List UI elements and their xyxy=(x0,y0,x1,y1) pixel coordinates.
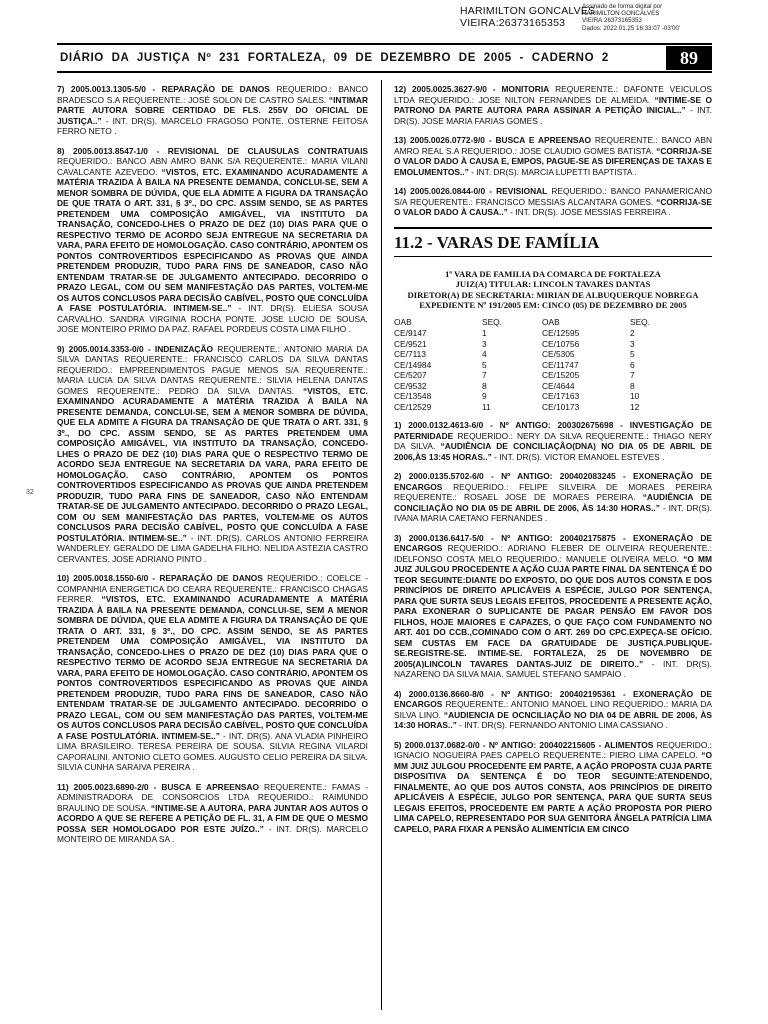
table-row: CE/14984 5 CE/11747 6 xyxy=(394,359,635,370)
journal-title: DIÁRIO DA JUSTIÇA Nº 231 FORTALEZA, 09 DE DEZEMBRO DE 2005 - CADERNO 2 xyxy=(60,52,609,64)
journal-header xyxy=(57,43,712,73)
case-entry: 13) 2005.0026.0772-9/0 - BUSCA E APREENSAO REQUERENTE.: BANCO ABN AMRO REAL S.A REQUERIDO.: JOSE CLAUDIO GOMES BATISTA. “CORRIJA-SE O VALOR DADO À CAUSA E, EMPOS, PAGUE-SE AS DIFERENÇAS DE TAXAS E EMOLUMENTOS..” - INT. DR(S). MARCIA LUPETTI BAPTISTA . xyxy=(394,135,712,177)
table-row: CE/9147 1 CE/12595 2 xyxy=(394,328,635,338)
column-divider xyxy=(381,80,382,1010)
table-row: CE/5207 7 CE/15205 7 xyxy=(394,370,635,380)
case-entry: 10) 2005.0018.1550-6/0 - REPARAÇÃO DE DANOS REQUERIDO.: COELCE - COMPANHIA ENERGETICA DO CEARA REQUERENTE.: FRANCISCO CHAGAS FERRER. “VISTOS, ETC. EXAMINANDO ACURADAMENTE A MATÉRIA TRAZIDA À BAILA NA PRESENTE DEMANDA, CONCLUI-SE, SEM A MENOR SOMBRA DE DÚVIDA, QUE ELA ADMITE A FIGURA DA TRANSAÇÃO DE QUE TRATA O ART. 331, § 3º., DO CPC. ASSIM SENDO, SE AS PARTES PRETENDEM UMA COMPOSIÇÃO AMIGÁVEL, VIA INSTITUTO DA TRANSAÇÃO, CONCEDO-LHES O PRAZO DE DEZ (10) DIAS PARA QUE O RESPECTIVO TERMO DE ACORDO SEJA ENTREGUE NA SECRETARIA DA VARA, PARA EFEITO DE HOMOLOGAÇÃO. CASO CONTRÁRIO, APONTEM OS PONTOS CONTROVERTIDOS ESPECIFICANDO AS PROVAS QUE AINDA PRETENDEM PRODUZIR, TUDO PARA FINS DE SANEADOR, CASO NÃO ENTENDAM TRATAR-SE DE JULGAMENTO ANTECIPADO. DECORRIDO O PRAZO LEGAL, COM OU SEM MANIFESTAÇÃO DAS PARTES, VOLTEM-ME OS AUTOS CONCLUSOS PARA DECISÃO CABÍVEL, POSTO QUE CONCLUÍDA A FASE POSTULATÓRIA. INTIMEM-SE..” - INT. DR(S). ANA VLADIA PINHEIRO LIMA BRASILEIRO. TERESA PEREIRA DE SOUSA. SILVIA REGINA VILARDI CAPORALINI. ANTONIO CLETO GOMES. AUGUSTO CELIO PEREIRA DA SILVA. SILVIA CUNHA SARAIVA PEREIRA . xyxy=(57,573,369,772)
case-entry: 11) 2005.0023.6890-2/0 - BUSCA E APREENSAO REQUERENTE.: FAMAS - ADMINISTRADORA DE CONSORCIOS LTDA REQUERIDO.: RAIMUNDO BRAULINO DE SOUSA. “INTIME-SE A AUTORA, PARA JUNTAR AOS AUTOS O ACORDO A QUE SE REFERE A PETIÇÃO DE FL. 31, A FIM DE QUE O MESMO POSSA SER HOMOLOGADO POR ESTE JUÍZO..” - INT. DR(S). MARCELO MONTEIRO DE MIRANDA SA . xyxy=(57,781,368,844)
case-entry: 7) 2005.0013.1305-5/0 - REPARAÇÃO DE DANOS REQUERIDO.: BANCO BRADESCO S.A REQUERENTE.: JOSÉ SOLON DE CASTRO SALES. “INTIMAR PARTE AUTORA SOBRE CERTIDAO DE FLS. 255V DO OFICIAL DE JUSTIÇA..” - INT. DR(S). MARCELO FRAGOSO PONTE. OSTERNE FEITOSA FERRO NETO . xyxy=(57,84,368,136)
case-entry: 3) 2000.0136.6417-5/0 - Nº ANTIGO: 200402175875 - EXONERAÇÃO DE ENCARGOS REQUERIDO.: ADRIANO FLEBER DE OLIVEIRA REQUERENTE.: IDELFONSO COSTA MELO REQUERIDO.: MANUELE OLIVEIRA MELO. “O MM JUIZ JULGOU PROCEDENTE A AÇÃO CUJA PARTE FINAL DA SENTENÇA É DO TEOR SEGUINTE:DIANTE DO EXPOSTO, DO QUE DOS AUTOS CONSTA E DOS PRINCÍPIOS DE DIREITO APLICÁVEIS A ESPÉCIE, JULGO POR SENTENÇA, PARA QUE SURTA SEUS LEGAIS EFEITOS, PROCEDENTE A PRESENTE AÇÃO, PARA EXONERAR O SUPLICANTE DE PAGAR PENSÃO EM FAVOR DOS FILHOS, HOJE MAIORES E CAPAZES, O QUE FAÇO COM FUNDAMENTO NO ART. 401 DO CCB.,COMINADO COM O ART. 269 DO CPC.EXPEÇA-SE OFÍCIO. SEM CUSTAS EM FACE DA GRATUIDADE DE JUSTIÇA.PUBLIQUE-SE.REGISTRE-SE. INTIME-SE. FORTALEZA, 25 DE NOVEMBRO DE 2005(A)LINCOLN TAVARES DANTAS-JUIZ DE DIREITO..” - INT. DR(S). NAZARENO DA SILVA MAIA. SAMUEL STEFANO SAMPAIO . xyxy=(394,532,712,679)
table-row: CE/9532 8 CE/4644 8 xyxy=(394,380,635,391)
right-column xyxy=(394,84,712,843)
table-header-row: OAB SEQ. OAB SEQ. xyxy=(394,316,651,327)
case-entry: 14) 2005.0026.0844-0/0 - REVISIONAL REQUERIDO.: BANCO PANAMERICANO S/A REQUERENTE.: FRANCISCO MESSIAS ALCANTARA GOMES. “CORRIJA-SE O VALOR DADO À CAUSA..” - INT. DR(S). JOSE MESSIAS FERREIRA . xyxy=(394,186,712,217)
section-title: 11.2 - VARAS DE FAMÍLIA xyxy=(394,227,712,257)
table-row: CE/7113 4 CE/5305 5 xyxy=(394,349,635,359)
page-number: 89 xyxy=(666,46,712,70)
case-entry: 12) 2005.0025.3627-9/0 - MONITORIA REQUERENTE.: DAFONTE VEICULOS LTDA REQUERIDO.: JOSE NILTON FERNANDES DE ALMEIDA. “INTIME-SE O PATRONO DA PARTE AUTORA PARA ASSINAR A PETIÇÃO INICIAL..” - INT. DR(S). JOSE MARIA FARIAS GOMES . xyxy=(394,84,713,126)
signer-name: HARIMILTON GONCALVES xyxy=(460,5,596,17)
signer-id: VIEIRA:26373165353 xyxy=(460,17,566,29)
table-row: CE/13548 9 CE/17163 10 xyxy=(394,391,640,401)
table-row: CE/12529 11 CE/10173 12 xyxy=(394,401,640,412)
case-entry: 4) 2000.0136.8660-8/0 - Nº ANTIGO: 200402195361 - EXONERAÇÃO DE ENCARGOS REQUERENTE.: ANTONIO MANOEL LINO REQUERIDO.: MARIA DA SILVA LINO. “AUDIENCIA DE OCNCILIAÇÃO NO DIA 04 DE ABRIL DE 2006, ÀS 14:30 HORAS..” - INT. DR(S). FERNANDO ANTONIO LIMA CASSIANO . xyxy=(394,688,712,730)
case-entry: 5) 2000.0137.0682-0/0 - Nº ANTIGO: 200402215605 - ALIMENTOS REQUERIDO.: IGNACIO NOGUEIRA PAES CAPELO REQUERENTE.: PIERO LIMA CAPELO. “O MM JUIZ JULGOU PROCEDENTE EM PARTE, A AÇÃO PROPOSTA CUJA PARTE DISPOSITIVA DA SENTENÇA É DO TEOR SEGUINTE:ATENDENDO, FINALMENTE, AO QUE DOS AUTOS CONSTA, AOS PRINCÍPIOS DE DIREITO APLICÁVEIS À ESPÉCIE, JULGO POR SENTENÇA, PARA QUE SURTA SEUS LEGAIS EFEITOS, PROCEDENTE EM PARTE A AÇÃO PROPOSTA POR PIERO LIMA CAPELO, REPRESENTADO POR SUA GENITORA ÂNGELA PATRÍCIA LIMA CAPELO, PARA FIXAR A PENSÃO ALIMENTÍCIA EM CINCO xyxy=(394,739,712,834)
oab-table xyxy=(394,317,684,413)
court-heading: 1ª VARA DE FAMILIA DA COMARCA DE FORTALEZA JUIZ(A) TITULAR: LINCOLN TAVARES DANTAS DIRETOR(A) DE SECRETARIA: MIRIAN DE ALBUQUERQUE NOBREGA EXPEDIENTE Nº 191/2005 EM: CINCO (05) DE DEZEMBRO DE 2005 xyxy=(407,268,699,310)
table-row: CE/9521 3 CE/10756 3 xyxy=(394,338,635,349)
case-entry: 9) 2005.0014.3353-0/0 - INDENIZAÇÃO REQUERENTE.: ANTONIO MARIA DA SILVA DANTAS REQUERENTE.: FRANCISCO CARLOS DA SILVA DANTAS REQUERIDO.: EMPREENDIMENTOS PAGUE MENOS S/A REQUERENTE.: MARIA LUCIA DA SILVA DANTAS REQUERENTE.: SILVIA HELENA DANTAS GOMES REQUERENTE.: PEDRO DA SILVA DANTAS. “VISTOS, ETC. EXAMINANDO ACURADAMENTE A MATÉRIA TRAZIDA À BAILA NA PRESENTE DEMANDA, CONCLUI-SE, SEM A MENOR SOMBRA DE DÚVIDA, QUE ELA ADMITE A FIGURA DA TRANSAÇÃO DE QUE TRATA O ART. 331, § 3º., DO CPC. ASSIM SENDO, SE AS PARTES PRETENDEM UMA COMPOSIÇÃO AMIGÁVEL, VIA INSTITUTO DA TRANSAÇÃO, CONCEDO-LHES O PRAZO DE DEZ (10) DIAS PARA QUE O RESPECTIVO TERMO DE ACORDO SEJA ENTREGUE NA SECRETARIA DA VARA, PARA EFEITO DE HOMOLOGAÇÃO. CASO CONTRÁRIO, APONTEM OS PONTOS CONTROVERTIDOS ESPECIFICANDO AS PROVAS QUE AINDA PRETENDEM PRODUZIR, TUDO PARA FINS DE SANEADOR, CASO NÃO ENTENDAM TRATAR-SE DE JULGAMENTO ANTECIPADO. DECORRIDO O PRAZO LEGAL, COM OU SEM MANIFESTAÇÃO DAS PARTES, VOLTEM-ME OS AUTOS CONCLUSOS PARA DECISÃO CABÍVEL, POSTO QUE CONCLUÍDA A FASE POSTULATÓRIA. INTIMEM-SE..” - INT. DR(S). CARLOS ANTONIO FERREIRA WANDERLEY. GERALDO DE LIMA GADELHA FILHO. NELIDA ASTEZIA CASTRO CERVANTES. JOSE ADRIANO PINTO . xyxy=(57,343,369,564)
left-column xyxy=(57,84,368,854)
digital-signature xyxy=(460,3,760,35)
case-entry: 2) 2000.0135.5702-6/0 - Nº ANTIGO: 200402083245 - EXONERAÇÃO DE ENCARGOS REQUERIDO.: FELIPE SILVEIRA DE MORAES PEREIRA REQUERENTE.: ROSAEL JOSE DE MORAES PEREIRA. “AUDIÊNCIA DE CONCILIAÇÃO NO DIA 05 DE ABRIL DE 2006, ÀS 14:30 HORAS..” - INT. DR(S). IVANA MARIA CAETANO FERNANDES . xyxy=(394,471,712,523)
case-entry: 1) 2000.0132.4613-6/0 - Nº ANTIGO: 200302675698 - INVESTIGAÇÃO DE PATERNIDADE REQUERIDO.: NERY DA SILVA REQUERENTE.: THIAGO NERY DA SILVA. “AUDIÊNCIA DE CONCILIAÇÃO(DNA) NO DIA 05 DE ABRIL DE 2006,ÀS 13:45 HORAS..” - INT. DR(S). VICTOR EMANOEL ESTEVES . xyxy=(394,420,712,462)
margin-mark: 32 xyxy=(26,489,34,496)
case-entry: 8) 2005.0013.8547-1/0 - REVISIONAL DE CLAUSULAS CONTRATUAIS REQUERIDO.: BANCO ABN AMRO BANK S/A REQUERENTE.: MARIA VILANI CAVALCANTE AZEVEDO. “VISTOS, ETC. EXAMINANDO ACURADAMENTE A MATÉRIA TRAZIDA À BAILA NA PRESENTE DEMANDA, CONCLUI-SE, SEM A MENOR SOMBRA DE DÚVIDA, QUE ELA ADMITE A FIGURA DA TRANSAÇÃO DE QUE TRATA O ART. 331, § 3º., DO CPC. ASSIM SENDO, SE AS PARTES PRETENDEM UMA COMPOSIÇÃO AMIGÁVEL, VIA INSTITUTO DA TRANSAÇÃO, CONCEDO-LHES O PRAZO DE DEZ (10) DIAS PARA QUE O RESPECTIVO TERMO DE ACORDO SEJA ENTREGUE NA SECRETARIA DA VARA, PARA EFEITO DE HOMOLOGAÇÃO. CASO CONTRÁRIO, APONTEM OS PONTOS CONTROVERTIDOS ESPECIFICANDO AS PROVAS QUE AINDA PRETENDEM PRODUZIR, TUDO PARA FINS DE SANEADOR, CASO NÃO ENTENDAM TRATAR-SE DE JULGAMENTO ANTECIPADO. DECORRIDO O PRAZO LEGAL, COM OU SEM MANIFESTAÇÃO DAS PARTES, VOLTEM-ME OS AUTOS CONCLUSOS PARA DECISÃO CABÍVEL, POSTO QUE CONCLUÍDA A FASE POSTULATÓRIA. INTIMEM-SE..” - INT. DR(S). ELIESA SOUSA CARVALHO. SANDRA VIRGINIA ROCHA PONTE. JOSE LUCIO DE SOUSA. JOSE MONTEIRO PRIMO DA PAZ. RAFAEL PORDEUS COSTA LIMA FILHO . xyxy=(57,145,368,334)
signature-details: Assinado de forma digital por HARIMILTON GONCALVES VIEIRA:26373165353 Dados: 2022.01.25 16:33:07 -03'00' xyxy=(582,3,681,32)
